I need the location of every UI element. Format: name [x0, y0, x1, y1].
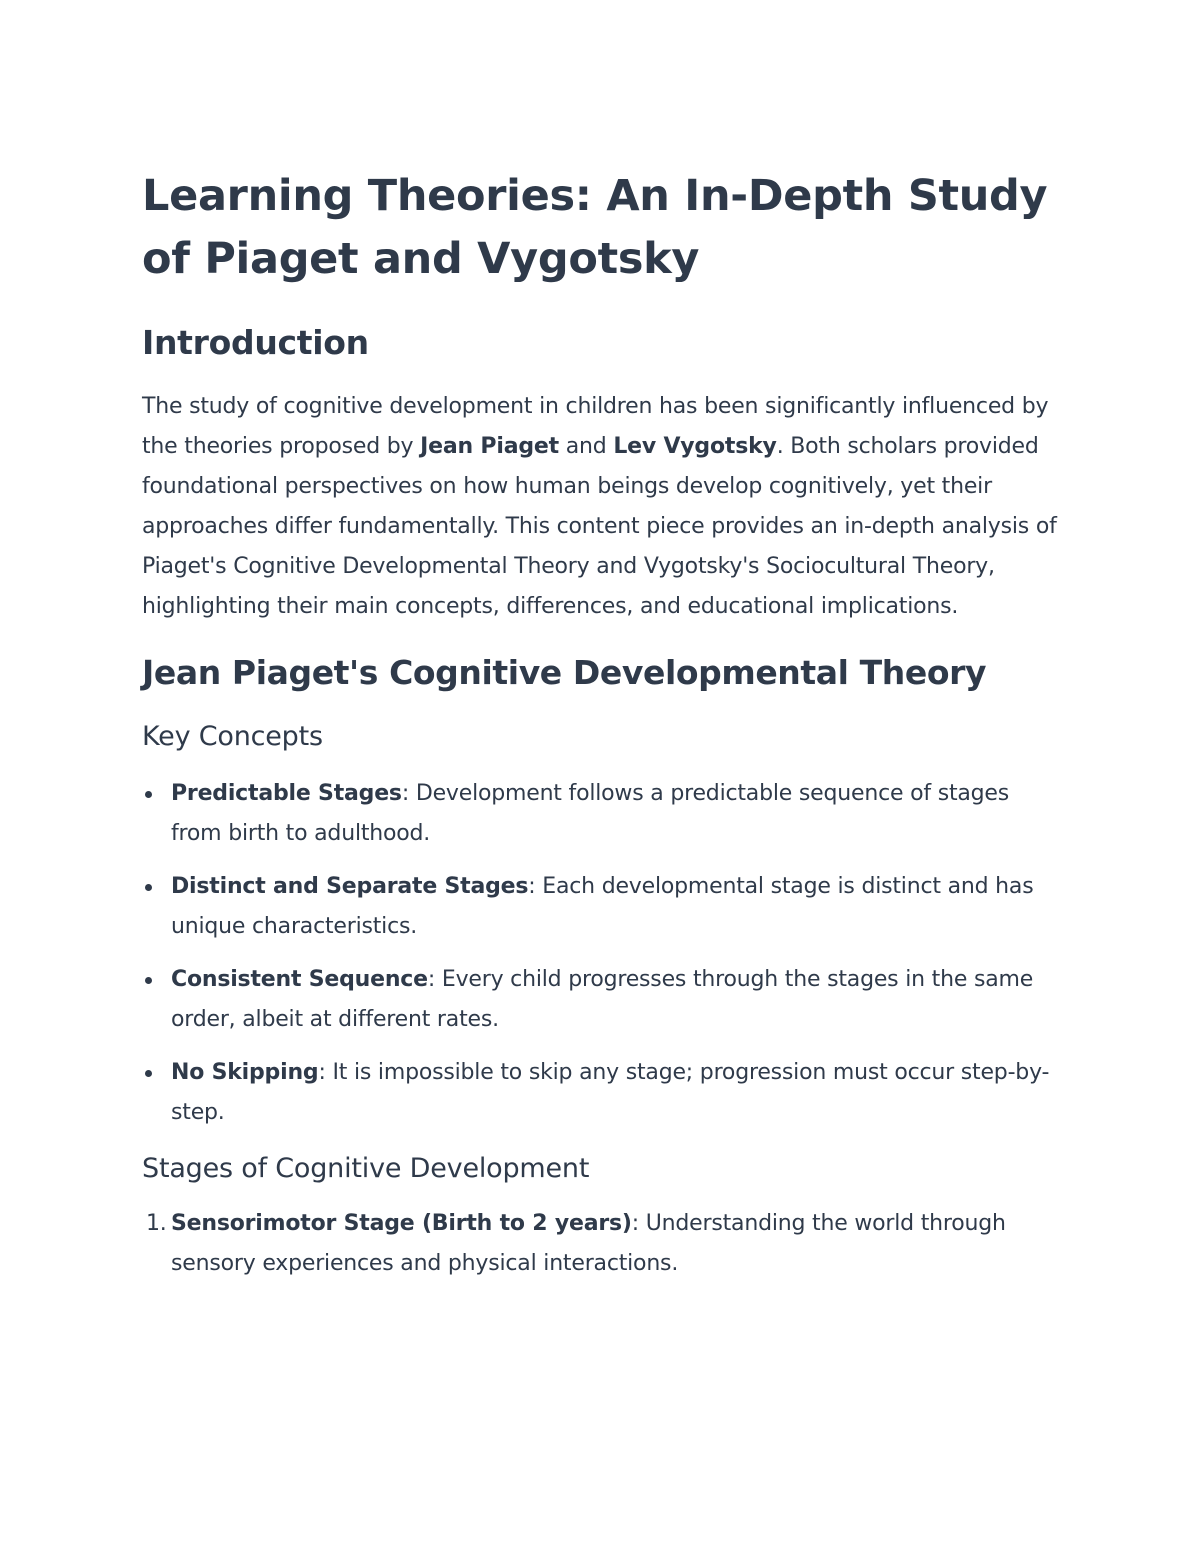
concept-term: No Skipping: [171, 1060, 319, 1085]
concept-text: : Development follows a predictable sequence of stages from birth to adulthood.: [171, 781, 1010, 846]
document-title: Learning Theories: An In-Depth Study of Piaget and Vygotsky: [142, 171, 1048, 284]
introduction-heading: Introduction: [142, 323, 369, 362]
piaget-section-heading: Jean Piaget's Cognitive Developmental Theory: [142, 653, 987, 692]
concept-text: : Every child progresses through the stages in the same order, albeit at different rates.: [171, 967, 1034, 1032]
stage-number: 1.: [146, 1211, 167, 1236]
concept-text: : Each developmental stage is distinct and has unique characteristics.: [171, 874, 1034, 939]
jean-piaget-name: Jean Piaget: [420, 434, 559, 459]
bullet-icon: [145, 791, 152, 798]
stage-term: Sensorimotor Stage (Birth to 2 years): [171, 1211, 632, 1236]
intro-text-part: . Both scholars provided foundational perspectives on how human beings develop cognitively, yet their approaches differ fundamentally. This content piece provides an in-depth analysis of Piaget's Cognitive Developmental Theory and Vygotsky's Sociocultural Theory, highlighting their main concepts, differences, and educational implications.: [142, 434, 1057, 619]
list-item: [142, 774, 1062, 854]
list-item: [142, 1204, 1062, 1284]
key-concepts-list: [142, 774, 1062, 1133]
stage-text: : Understanding the world through sensory experiences and physical interactions.: [171, 1211, 1006, 1276]
bullet-icon: [145, 884, 152, 891]
stages-list: [142, 1204, 1062, 1284]
key-concepts-heading: Key Concepts: [142, 721, 323, 752]
concept-term: Consistent Sequence: [171, 967, 428, 992]
list-item: [142, 1053, 1062, 1133]
intro-text-part: The study of cognitive development in children has been significantly influenced by the theories proposed by: [142, 394, 1049, 459]
list-item: [142, 867, 1062, 947]
stages-heading: Stages of Cognitive Development: [142, 1153, 590, 1184]
document-page: [142, 165, 1062, 1284]
concept-text: : It is impossible to skip any stage; progression must occur step-by-step.: [171, 1060, 1050, 1125]
introduction-paragraph: [142, 387, 1062, 627]
bullet-icon: [145, 1070, 152, 1077]
intro-text-part: and: [558, 434, 614, 459]
bullet-icon: [145, 977, 152, 984]
list-item: [142, 960, 1062, 1040]
concept-term: Distinct and Separate Stages: [171, 874, 529, 899]
lev-vygotsky-name: Lev Vygotsky: [613, 434, 777, 459]
concept-term: Predictable Stages: [171, 781, 402, 806]
